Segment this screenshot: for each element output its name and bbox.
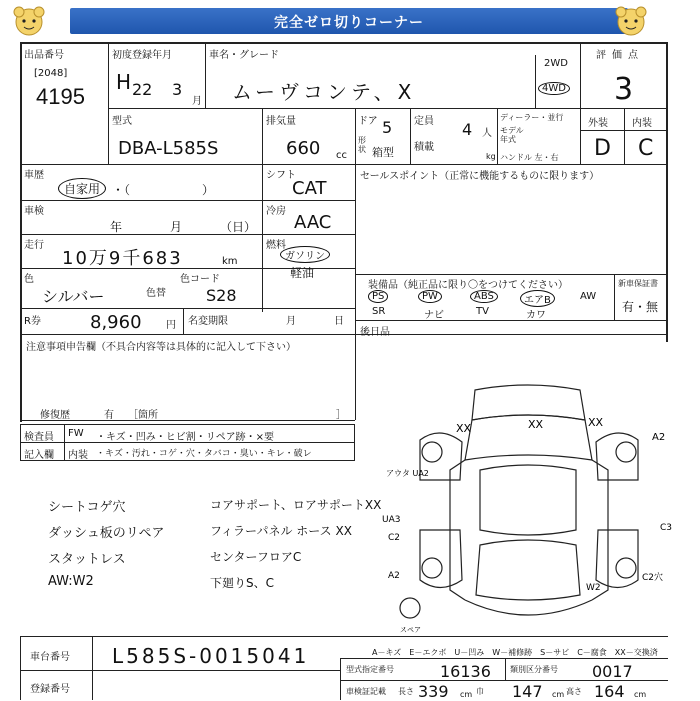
note-line: AW:W2: [48, 574, 94, 589]
inspection-label: 車検: [24, 206, 44, 217]
recycle-value: 8,960: [90, 312, 142, 333]
car-name: ムーヴコンテ、X: [232, 80, 416, 104]
equip-abs: ABS: [470, 290, 498, 303]
length-unit: cm: [460, 690, 473, 699]
inspection-month: 月: [170, 220, 183, 234]
car-label: 車名・グレード: [209, 50, 279, 61]
warranty-value: 有・無: [622, 300, 659, 314]
model-value: DBA-L585S: [118, 138, 219, 159]
bear-mascot-icon: [612, 2, 650, 40]
doors-value: 5: [382, 118, 393, 137]
interior-label: 内装: [632, 118, 652, 129]
lot-code: [2048]: [34, 68, 68, 79]
diagram-mark: A2: [388, 571, 400, 581]
length-value: 339: [418, 682, 449, 701]
capacity-unit: 人: [482, 128, 492, 139]
equip-ps: PS: [368, 290, 388, 303]
diagram-mark: C2穴: [642, 573, 664, 583]
interior-grade: C: [638, 136, 654, 161]
chassis-label: 車台番号: [30, 652, 70, 663]
shape-value: 箱型: [372, 146, 394, 159]
handle-label: ハンドル 左・右: [500, 153, 559, 162]
inspector-row1: ・キズ・凹み・ヒビ割・リペア跡・×要: [96, 432, 274, 443]
lot-label: 出品番号: [24, 50, 64, 61]
banner-bar: [70, 8, 628, 34]
first-reg-year: 22: [132, 80, 153, 99]
diagram-mark: XX: [528, 418, 544, 431]
fuel-label: 燃料: [266, 240, 286, 251]
equip-tv: TV: [476, 306, 489, 317]
shift-label: シフト: [266, 170, 296, 181]
diagram-mark: W2: [586, 583, 601, 593]
warranty-label: 新車保証書: [618, 279, 658, 288]
color-label: 色: [24, 274, 34, 285]
displacement-unit: cc: [336, 150, 347, 161]
model-year-label: モデル年式: [500, 126, 524, 144]
class-value: 0017: [592, 662, 633, 681]
height-value: 164: [594, 682, 625, 701]
color-code-label: 色コード: [180, 274, 220, 285]
score-label: 評価点: [596, 50, 644, 61]
shape-label: 形状: [358, 136, 366, 154]
first-reg-month: 3: [172, 80, 183, 99]
history-value: 自家用: [58, 178, 106, 199]
name-change-label: 名変期限: [188, 316, 228, 327]
equip-navi: ナビ: [424, 310, 444, 321]
history-label: 車歴: [24, 170, 44, 181]
note-line: コアサポート、ロアサポートXX: [210, 498, 382, 512]
notes-label: 注意事項申告欄（不具合内容等は具体的に記入して下さい）: [26, 342, 296, 353]
shift-value: CAT: [292, 178, 327, 199]
mileage-value: 10万9千683: [62, 248, 183, 269]
note-line: スタットレス: [48, 552, 126, 567]
dims-label: 車検証記載: [346, 687, 386, 696]
inspector-row2: ・キズ・汚れ・コゲ・穴・タバコ・臭い・キレ・破レ: [96, 449, 312, 459]
inspector-interior: 内装: [68, 450, 88, 461]
diagram-mark: C2: [388, 533, 401, 543]
history-paren: ・（ ）: [112, 183, 215, 197]
name-change-month: 月: [286, 316, 296, 327]
header-banner: [0, 0, 700, 40]
mileage-label: 走行: [24, 240, 44, 251]
repair-history-label: 修復歴: [40, 410, 70, 421]
width-unit: cm: [552, 690, 565, 699]
first-reg-label: 初度登録年月: [112, 50, 172, 61]
banner-title: 完全ゼロ切りコーナー: [274, 15, 424, 31]
diagram-mark: XX: [588, 416, 604, 429]
name-change-day: 日: [334, 316, 344, 327]
type-cert-label: 型式指定番号: [346, 665, 394, 674]
height-label: 高さ: [566, 687, 582, 696]
height-unit: cm: [634, 690, 647, 699]
chassis-number: L585S-0015041: [112, 644, 310, 668]
equip-airbag: エアB: [520, 290, 555, 307]
mileage-unit: km: [222, 256, 238, 267]
aircon-value: AAC: [294, 212, 332, 233]
fuel-light-oil: 軽油: [290, 266, 315, 280]
first-reg-month-unit: 月: [192, 96, 202, 107]
note-line: シートコゲ穴: [48, 500, 126, 515]
model-label: 型式: [112, 116, 132, 127]
diagram-mark: XX: [456, 422, 472, 435]
inspector-fw: FW: [68, 428, 84, 439]
repair-place: ［箇所: [128, 410, 158, 421]
car-damage-diagram: [380, 380, 680, 635]
exterior-label: 外装: [588, 118, 608, 129]
dealer-label: ディーラー・並行: [500, 113, 564, 122]
equip-pw: PW: [418, 290, 442, 303]
note-line: フィラーパネル ホース XX: [210, 524, 352, 538]
displacement-value: 660: [286, 138, 321, 159]
equipment-label: 装備品（純正品に限り〇をつけてください）: [368, 280, 568, 291]
exterior-grade: D: [594, 136, 611, 161]
recycle-unit: 円: [166, 320, 176, 331]
damage-legend: A－キズ E－エクボ U－凹み W－補修跡 S－サビ C－腐食 XX－交換済: [372, 648, 658, 657]
diagram-mark: UA3: [382, 515, 401, 525]
color-code: S28: [206, 286, 237, 305]
first-reg-era: H: [116, 70, 132, 94]
inspection-year: 年: [110, 220, 123, 234]
aircon-label: 冷房: [266, 206, 286, 217]
equip-aw: AW: [580, 291, 597, 302]
registration-label: 登録番号: [30, 684, 70, 695]
rear-items-label: 後日品: [360, 327, 390, 338]
length-label: 長さ: [398, 687, 414, 696]
width-label: 巾: [476, 687, 484, 696]
bear-mascot-icon: [10, 2, 48, 40]
width-value: 147: [512, 682, 543, 701]
equip-sr: SR: [372, 306, 386, 317]
inspector-label: 検査員: [24, 432, 54, 443]
class-label: 類別区分番号: [510, 665, 558, 674]
capacity-value: 4: [462, 120, 473, 139]
capacity-label: 定員: [414, 116, 434, 127]
color-value: シルバー: [42, 287, 105, 306]
note-line: 下廻りS、C: [210, 576, 274, 590]
drive-2wd: 2WD: [544, 58, 568, 69]
type-cert-value: 16136: [440, 662, 491, 681]
fuel-gasoline: ガソリン: [280, 246, 330, 263]
doors-label: ドア: [358, 116, 378, 127]
inspection-day: （日）: [220, 220, 257, 234]
lot-number: 4195: [36, 84, 85, 109]
repair-close: ］: [336, 410, 346, 421]
color-change-label: 色替: [146, 288, 166, 299]
selling-points-label: セールスポイント（正常に機能するものに限ります）: [360, 171, 600, 182]
load-label: 積載: [414, 142, 434, 153]
diagram-mark: アウタ UA2: [386, 469, 429, 478]
drive-4wd: 4WD: [538, 82, 570, 95]
entry-label: 記入欄: [24, 450, 54, 461]
diagram-mark: A2: [652, 432, 666, 443]
displacement-label: 排気量: [266, 116, 296, 127]
equip-leather: カワ: [526, 310, 546, 321]
repair-history-value: 有: [104, 410, 114, 421]
score-value: 3: [614, 72, 634, 107]
load-unit: kg: [486, 152, 496, 161]
note-line: ダッシュ板のリペア: [48, 526, 165, 541]
recycle-label: R券: [24, 316, 41, 327]
diagram-mark: スペア: [400, 626, 421, 634]
note-line: センターフロアC: [210, 550, 302, 564]
diagram-mark: C3: [660, 523, 673, 533]
